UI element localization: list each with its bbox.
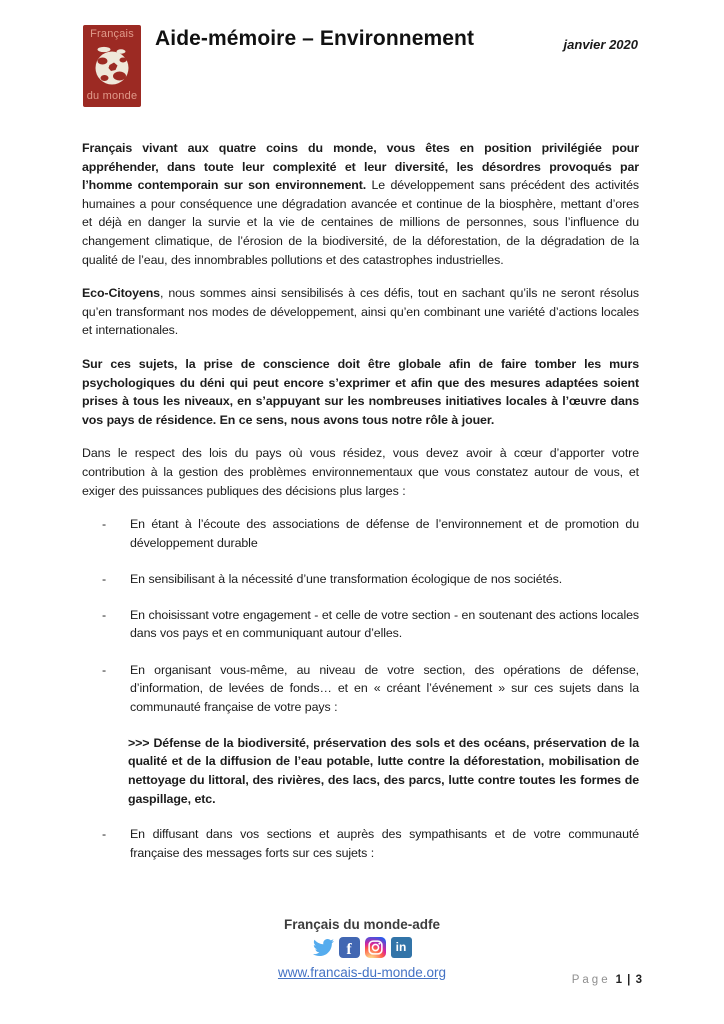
list-item-text: En organisant vous-même, au niveau de votre section, des opérations de défense, d’information, de levées de fonds… et en « créant l’événement » sur ces sujets dans la communauté française de votre pays : [130,662,639,714]
instagram-icon[interactable] [365,937,386,958]
document-footer [0,917,724,982]
list-item-engagement [82,606,639,643]
bullet-dash: - [102,662,107,677]
paragraph-contribution-regular: Dans le respect des lois du pays où vous résidez, vous devez avoir à cœur d’apporter votre contribution à la gestion des problèmes environnementaux que vous constatez autour de vous, et exiger des puissances publiques des décisions plus larges : [82,446,639,498]
bullet-dash: - [102,827,107,842]
bullet-list [82,515,639,716]
linkedin-icon[interactable] [391,937,412,958]
paragraph-eco-citoyens [82,284,639,340]
facebook-glyph: f [346,940,352,958]
bullet-dash: - [102,571,107,586]
page-number-label: Page [571,974,611,986]
list-item-organisation [82,661,639,717]
list-item-text: En sensibilisant à la nécessité d’une transformation écologique de nos sociétés. [130,571,563,586]
highlight-block [128,734,639,808]
paragraph-intro-bold: Français vivant aux quatre coins du monde, vous êtes en position privilégiée pour appréhender, dans toute leur complexité et leur diversité, les désordres provoqués par l’homme contemporain sur son environnement. [82,141,639,193]
bullet-dash: - [102,517,107,532]
paragraph-prise-de-conscience-bold: Sur ces sujets, la prise de conscience doit être globale afin de faire tomber les murs psychologiques du déni qui peut encore s’exprimer et afin que des mesures adaptées soient prises à tous les niveaux, en s’appuyant sur les nombreuses initiatives locales à l’œuvre dans vos pays de résidence. En ce sens, nous avons tous notre rôle à jouer. [82,356,639,427]
paragraph-prise-de-conscience [82,355,639,429]
social-icons-row [0,935,724,960]
paragraph-intro [82,139,639,269]
list-item-text: En choisissant votre engagement - et celle de votre section - en soutenant des actions locales dans vos pays et en communiquant autour d’elles. [130,607,639,641]
bullet-list-continued [82,825,639,862]
list-item-text: En diffusant dans vos sections et auprès des sympathisants et de votre communauté française des messages forts sur ces sujets : [130,827,639,860]
list-item-diffusion [82,825,639,862]
paragraph-eco-citoyens-bold: Eco-Citoyens [82,286,160,301]
highlight-text: >>> Défense de la biodiversité, préservation des sols et des océans, préservation de la qualité et de la diffusion de l’eau potable, lutte contre la déforestation, mobilisation de nettoyage du littoral, des rivières, des lacs, des parcs, lutte contre toutes les formes de gaspillage, etc. [128,735,639,806]
twitter-icon[interactable] [313,937,334,958]
logo-text-bottom: du monde [86,90,138,102]
list-item-text: En étant à l’écoute des associations de défense de l’environnement et de promotion du développement durable [130,517,639,550]
paragraph-intro-regular: Le développement sans précédent des activités humaines a pour conséquence une dégradation avancée et continue de la biosphère, mettant d’ores et déjà en danger la survie et la vie de centaines de millions de personnes, sous l’influence du changement climatique, de l’érosion de la biodiversité, de la déforestation, de la dégradation de la qualité de l’eau, des innombrables pollutions et des catastrophes industrielles. [82,178,639,267]
page-title: Aide-mémoire – Environnement [155,27,475,50]
page-number [572,974,643,986]
bullet-dash: - [102,607,107,622]
list-item-sensibilisation [82,570,639,589]
facebook-icon[interactable] [339,937,360,958]
paragraph-contribution [82,444,639,500]
page-number-value: 1 | 3 [615,974,643,986]
logo-text-top: Français [90,28,134,40]
document-body [82,139,639,880]
list-item-ecoute [82,515,639,552]
paragraph-eco-citoyens-regular: , nous sommes ainsi sensibilisés à ces défis, tout en sachant qu’ils ne seront résolus qu’en transformant nos modes de développement, ainsi qu’en combinant une variété d’actions locales et internationales. [82,286,639,338]
linkedin-glyph: in [395,940,407,954]
organization-name: Français du monde-adfe [283,917,441,932]
website-link[interactable]: www.francais-du-monde.org [277,965,447,980]
document-date: janvier 2020 [563,37,638,52]
